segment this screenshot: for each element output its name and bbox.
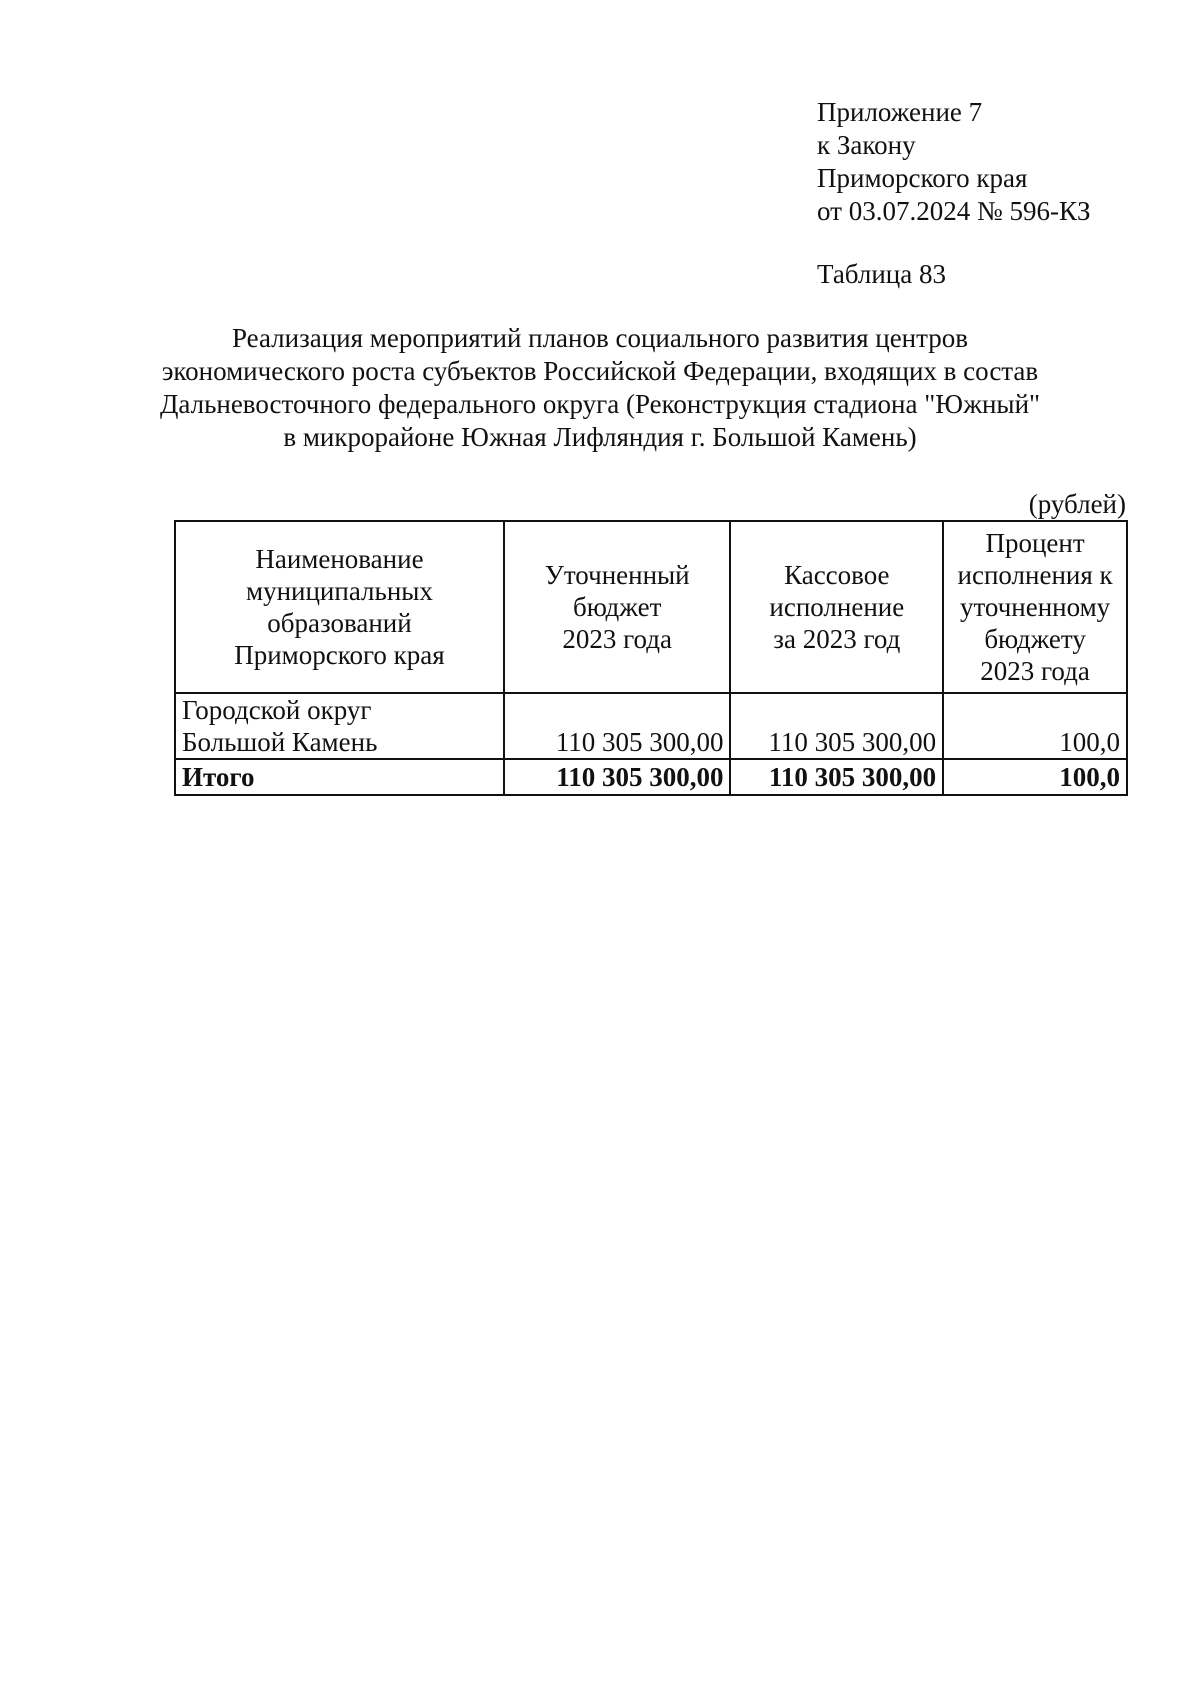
document-title	[150, 322, 1050, 454]
percent-cell: 100,0	[943, 693, 1127, 759]
title-line: Реализация мероприятий планов социального развития центров	[231, 323, 969, 353]
header-line: Приморского края	[234, 640, 445, 670]
title-line: в микрорайоне Южная Лифляндия г. Большой Камень)	[283, 422, 917, 452]
title-line: экономического роста субъектов Российской Федерации, входящих в состав	[161, 356, 1039, 386]
header-line: 2023 года	[980, 656, 1090, 686]
header-municipality	[175, 521, 504, 693]
budget-cell: 110 305 300,00	[504, 693, 731, 759]
municipality-line: Городской округ	[182, 695, 372, 725]
units-label: (рублей)	[1028, 489, 1126, 519]
header-budget	[504, 521, 731, 693]
header-line: бюджету	[984, 624, 1086, 654]
header-line: бюджет	[573, 592, 662, 622]
header-line: муниципальных	[245, 576, 433, 606]
total-execution-cell: 110 305 300,00	[730, 759, 943, 795]
title-line: Дальневосточного федерального округа (Реконструкция стадиона "Южный"	[159, 389, 1041, 419]
header-line: исполнения к	[957, 560, 1113, 590]
appendix-line: к Закону	[817, 130, 916, 160]
appendix-line: Приложение 7	[817, 97, 983, 127]
header-line: исполнение	[769, 592, 905, 622]
appendix-line: Приморского края	[817, 163, 1028, 193]
total-percent-cell: 100,0	[943, 759, 1127, 795]
table-header-row	[175, 521, 1127, 693]
header-line: Процент	[985, 528, 1085, 558]
header-line: за 2023 год	[773, 624, 901, 654]
header-line: Уточненный	[544, 560, 690, 590]
header-line: уточненному	[959, 592, 1111, 622]
table-number: Таблица 83	[817, 259, 946, 289]
header-line: Кассовое	[784, 560, 890, 590]
total-budget-cell: 110 305 300,00	[504, 759, 731, 795]
total-row	[175, 759, 1127, 795]
appendix-block	[817, 96, 1090, 228]
header-execution	[730, 521, 943, 693]
table-row	[175, 693, 1127, 759]
execution-cell: 110 305 300,00	[730, 693, 943, 759]
report-table	[174, 520, 1128, 796]
header-line: 2023 года	[562, 624, 672, 654]
header-line: Наименование	[255, 544, 424, 574]
municipality-cell	[175, 693, 504, 759]
municipality-line: Большой Камень	[182, 727, 378, 757]
header-percent	[943, 521, 1127, 693]
appendix-line: от 03.07.2024 № 596-КЗ	[817, 196, 1091, 226]
header-line: образований	[267, 608, 412, 638]
total-label: Итого	[175, 759, 504, 795]
